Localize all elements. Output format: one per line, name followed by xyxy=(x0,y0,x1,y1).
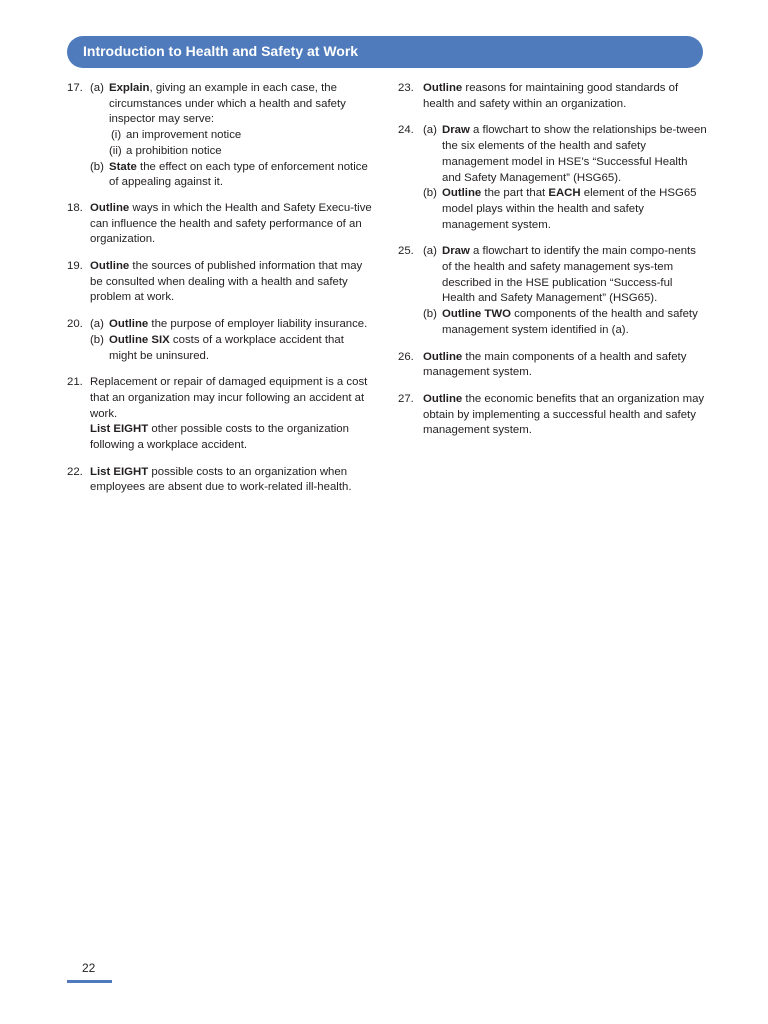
command-word: Outline xyxy=(442,187,482,200)
chapter-title: Introduction to Health and Safety at Work xyxy=(83,43,359,59)
question-17 xyxy=(67,81,372,191)
sub-label: (i) xyxy=(111,129,122,142)
question-number: 23. xyxy=(398,82,414,94)
question-text: , giving an example in each case, the circumstances under which a health and safety inspector may serve: xyxy=(109,82,346,126)
sub-text: a prohibition notice xyxy=(126,144,222,157)
command-word: Outline xyxy=(423,392,463,405)
question-part-b xyxy=(90,160,372,191)
question-25 xyxy=(398,244,708,338)
command-word: List EIGHT xyxy=(90,465,149,478)
question-number: 19. xyxy=(67,260,83,273)
question-text: reasons for maintaining good standards of health and safety within an organization. xyxy=(423,82,679,110)
page-number-rule xyxy=(67,980,112,983)
question-number: 20. xyxy=(67,318,83,331)
question-text: the part that xyxy=(481,187,549,200)
question-27 xyxy=(398,392,708,439)
question-text: the purpose of employer liability insurance. xyxy=(148,318,368,331)
question-part-a xyxy=(423,244,708,307)
question-text: possible costs to an organization when employees are absent due to work-related ill-health. xyxy=(90,465,352,494)
command-word: Explain xyxy=(109,82,150,94)
command-word: State xyxy=(109,160,137,173)
command-word: EACH xyxy=(548,187,581,200)
question-number: 22. xyxy=(67,465,83,478)
chapter-header-bar xyxy=(67,36,703,68)
question-18 xyxy=(67,201,372,248)
question-text: costs of a workplace accident that might be uninsured. xyxy=(109,333,344,362)
question-26 xyxy=(398,350,708,381)
command-word: Outline SIX xyxy=(109,333,170,346)
command-word: Outline xyxy=(109,318,149,331)
question-number: 24. xyxy=(398,124,414,137)
question-number: 26. xyxy=(398,350,414,363)
question-text: a flowchart to show the relationships be-tween the six elements of the health and safety management model in HSE’s “Successful Health and Safety Management” (HSG65). xyxy=(442,124,707,184)
command-word: Draw xyxy=(442,245,470,258)
command-word: Draw xyxy=(442,124,470,137)
command-word: Outline TWO xyxy=(442,308,511,321)
question-text: Replacement or repair of damaged equipment is a cost that an organization may incur following an accident at work. xyxy=(90,376,368,420)
sub-item-i xyxy=(109,128,372,144)
left-column xyxy=(67,81,372,496)
part-label: (a) xyxy=(423,245,437,258)
question-text: the main components of a health and safety management system. xyxy=(423,350,687,379)
question-21 xyxy=(67,375,372,454)
sub-item-ii xyxy=(109,144,372,160)
sub-label: (ii) xyxy=(109,144,122,157)
question-number: 21. xyxy=(67,376,83,389)
question-text: ways in which the Health and Safety Execu-tive can influence the health and safety performance of an organization. xyxy=(90,201,372,246)
question-20 xyxy=(67,317,372,364)
question-part-b xyxy=(423,307,708,338)
part-label: (b) xyxy=(423,308,437,321)
part-label: (a) xyxy=(90,318,104,331)
part-label: (a) xyxy=(90,82,104,94)
command-word: Outline xyxy=(90,201,130,214)
command-word: List EIGHT xyxy=(90,423,149,436)
question-part-a xyxy=(423,123,708,186)
question-number: 17. xyxy=(67,82,83,94)
part-label: (a) xyxy=(423,124,437,137)
question-text: element of the HSG65 model plays within the health and safety management system. xyxy=(442,187,697,231)
part-label: (b) xyxy=(90,160,104,173)
command-word: Outline xyxy=(423,82,463,94)
question-number: 27. xyxy=(398,392,414,405)
question-19 xyxy=(67,259,372,306)
question-24 xyxy=(398,123,708,233)
question-23 xyxy=(398,81,708,112)
question-part-b xyxy=(90,333,372,364)
question-text: other possible costs to the organization following a workplace accident. xyxy=(90,423,349,452)
command-word: Outline xyxy=(423,350,463,363)
part-label: (b) xyxy=(423,187,437,200)
sub-text: an improvement notice xyxy=(126,129,242,142)
part-label: (b) xyxy=(90,333,104,346)
command-word: Outline xyxy=(90,260,130,273)
right-column xyxy=(398,81,708,439)
question-text: the economic benefits that an organization may obtain by implementing a successful health and safety management system. xyxy=(423,392,705,437)
question-text: the effect on each type of enforcement notice of appealing against it. xyxy=(109,160,368,189)
question-part-a xyxy=(90,317,372,333)
question-number: 18. xyxy=(67,201,83,214)
question-part-b xyxy=(423,186,708,233)
question-part-a xyxy=(90,81,372,160)
question-number: 25. xyxy=(398,245,414,258)
question-text: a flowchart to identify the main compo-nents of the health and safety management sys-tem described in the HSE publication “Success-ful Health and Safety Management” (HSG65). xyxy=(442,245,696,305)
question-text: components of the health and safety management system identified in (a). xyxy=(442,308,698,336)
question-text: the sources of published information that may be consulted when dealing with a health and safety problem at work. xyxy=(90,260,363,304)
question-22 xyxy=(67,465,372,496)
page-number: 22 xyxy=(82,961,96,975)
